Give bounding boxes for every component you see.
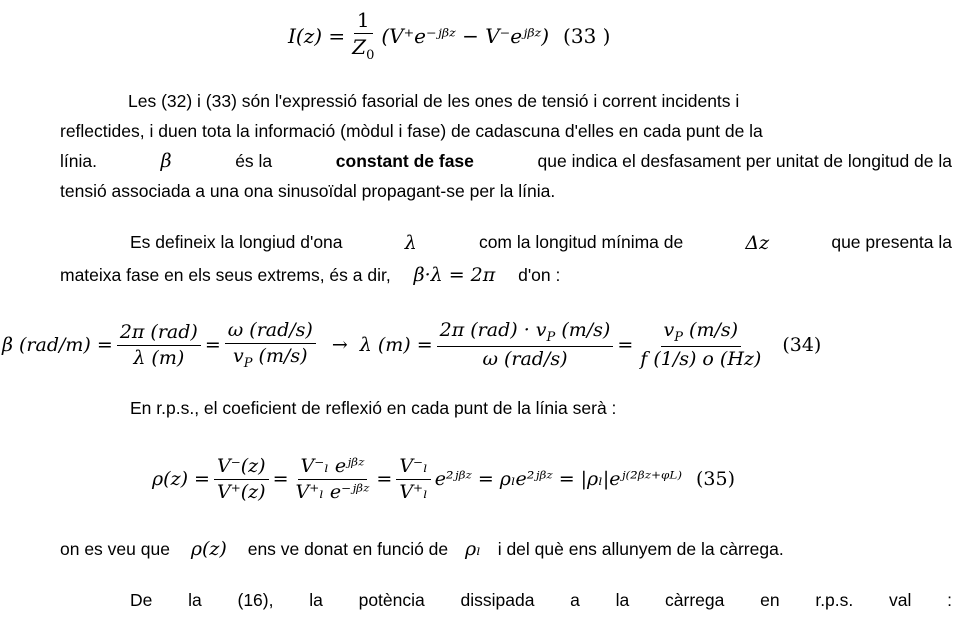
equation-34: β (rad/m) = $\frac{\text{2π (rad)}}{\lambda (m)}$ = $\frac{\text{ω (rad/s)}}{v_P (m/s)}$ → λ (m) = $\frac{2\pi (rad) \cdot v_P (m/s)}{\text{ω (rad/s)}}$ = $\frac{v_P (m/s)}{f (1/s) o (Hz)}$ (34) [2, 318, 822, 371]
eq35-lhs: ρ(z) = [152, 468, 210, 490]
eq33-fraction [349, 8, 377, 64]
constant-de-fase-term: constant de fase [335, 151, 474, 171]
eq34-fraction-2: $\frac{\text{ω (rad/s)}}{v_P (m/s)}$ [225, 319, 316, 371]
rho-l-symbol: ρₗ [465, 538, 481, 560]
para3: En r.p.s., el coeficient de reflexió en cada punt de la línia serà : [130, 398, 617, 418]
para2-line1: Es defineix la longiud d'ona λ com la longitud mínima de Δz que presenta la [130, 232, 952, 254]
eq35-fraction-3: $\frac{\text{V⁻ₗ}}{\text{V⁺ₗ}}$ [396, 455, 430, 504]
lambda-symbol: λ [404, 232, 417, 254]
eq35-tail: e²ʲᵝᶻ = ρₗe²ʲᵝᶻ = |ρₗ|eʲ⁽²ᵝᶻ⁺ᵠᴸ⁾ [434, 468, 683, 490]
equation-33 [288, 6, 610, 66]
eq34-lhs: β (rad/m) = [2, 334, 113, 356]
eq33-body: (V⁺e⁻ʲᵝᶻ − V⁻eʲᵝᶻ) [381, 24, 550, 48]
rho-z-symbol: ρ(z) [190, 538, 227, 560]
para1-line4: tensió associada a una ona sinusoïdal propagant-se per la línia. [60, 181, 556, 201]
paragraph-1 [60, 86, 952, 206]
eq34-label: (34) [782, 334, 822, 356]
eq33-denominator: $Z_0$ [352, 35, 375, 64]
eq33-lhs: I(z) = [288, 24, 346, 48]
eq34-fraction-4: $\frac{v_P (m/s)}{f (1/s) o (Hz)}$ [640, 318, 762, 371]
beta-lambda-relation: β·λ = 2π [413, 264, 496, 286]
para4: on es veu que ρ(z) ens ve donat en funció de ρₗ i del què ens allunyem de la càrrega. [60, 538, 784, 560]
delta-z-symbol: Δz [745, 232, 770, 254]
para1-line3: línia. β és la constant de fase que indica el desfasament per unitat de longitud de la [60, 146, 952, 176]
para1-line1: Les (32) i (33) són l'expressió fasorial de les ones de tensió i corrent incidents i [128, 91, 740, 111]
eq33-label: (33 ) [563, 24, 611, 48]
eq34-fraction-3: $\frac{2\pi (rad) \cdot v_P (m/s)}{\text{ω (rad/s)}}$ [437, 319, 614, 371]
para5: De la (16), la potència dissipada a la càrrega en r.p.s. val : [130, 590, 952, 610]
para1-line2: reflectides, i duen tota la informació (mòdul i fase) de cadascuna d'elles en cada punt de la [60, 121, 763, 141]
equation-35: ρ(z) = $\frac{V^-(z)}{V^+(z)}$ = $\frac{\text{V⁻ₗ eʲᵝᶻ}}{\text{V⁺ₗ e⁻ʲᵝᶻ}}$ = $\frac{\text{V⁻ₗ}}{\text{V⁺ₗ}}$ e²ʲᵝᶻ = ρₗe²ʲᵝᶻ = |ρₗ|eʲ⁽²ᵝᶻ⁺ᵠᴸ⁾ (35) [152, 454, 736, 503]
eq34-mid: λ (m) = [359, 334, 433, 356]
eq35-fraction-2: $\frac{\text{V⁻ₗ eʲᵝᶻ}}{\text{V⁺ₗ e⁻ʲᵝᶻ}}$ [295, 454, 370, 503]
eq35-fraction-1: $\frac{V^-(z)}{V^+(z)}$ [214, 455, 269, 504]
eq34-fraction-1: $\frac{\text{2π (rad)}}{\lambda (m)}$ [117, 321, 201, 370]
arrow-icon: → [331, 334, 348, 356]
eq35-label: (35) [696, 468, 736, 490]
para2-line2: mateixa fase en els seus extrems, és a dir, β·λ = 2π d'on : [60, 264, 561, 286]
beta-symbol: β [160, 150, 172, 172]
eq33-numerator: 1 [354, 8, 373, 34]
